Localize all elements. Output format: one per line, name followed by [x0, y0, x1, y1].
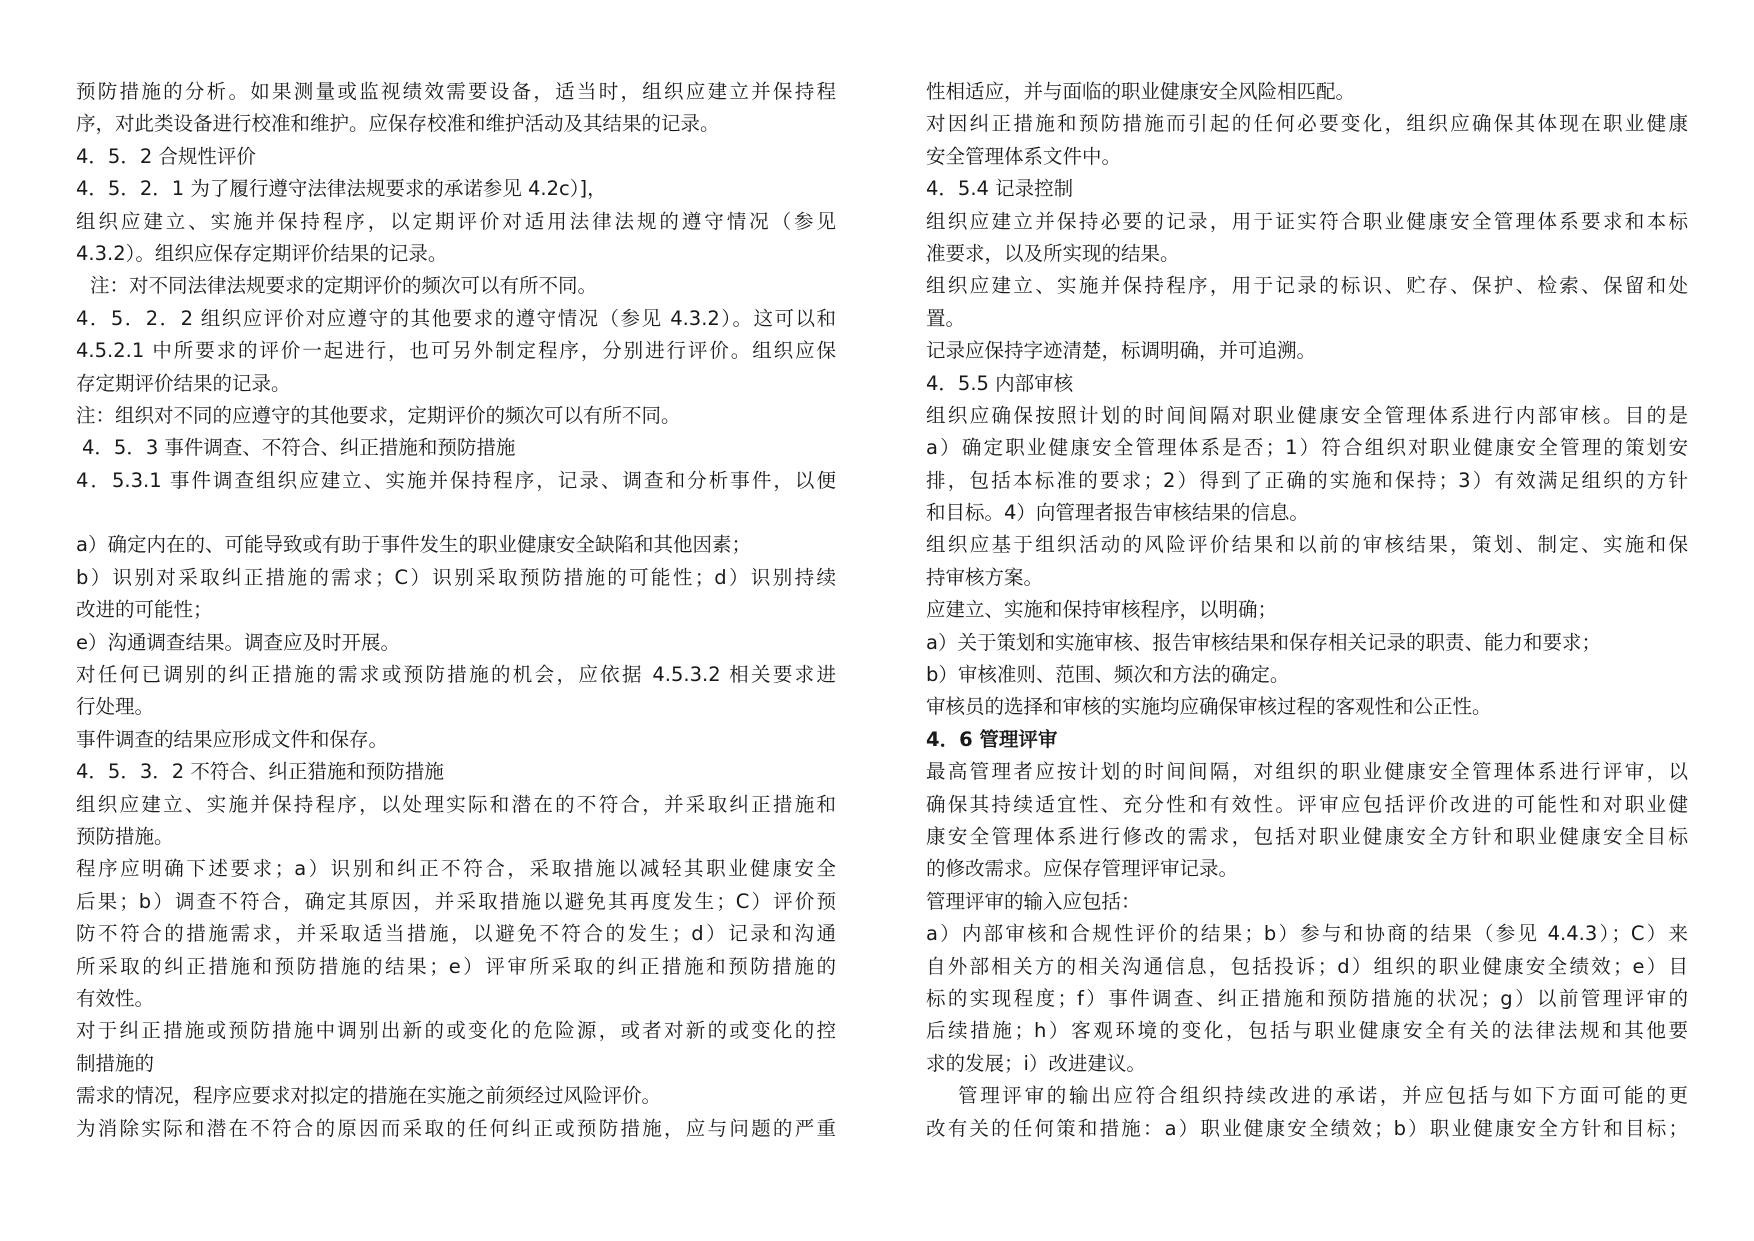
text-line: 确保其持续适宜性、充分性和有效性。评审应包括评价改进的可能性和对职业健 — [926, 792, 1688, 816]
text-line: 4．5.5 内部审核 — [926, 371, 1074, 395]
text-line: 改进的可能性； — [76, 598, 213, 622]
text-line: 对于纠正措施或预防措施中调别出新的或变化的危险源，或者对新的或变化的控 — [76, 1019, 836, 1043]
text-line: a）关于策划和实施审核、报告审核结果和保存相关记录的职责、能力和要求； — [926, 630, 1601, 654]
text-line: 的修改需求。应保存管理评审记录。 — [926, 857, 1239, 881]
text-line: 对因纠正措施和预防措施而引起的任何必要变化，组织应确保其体现在职业健康 — [926, 112, 1688, 136]
text-line: 组织应建立、实施并保持程序，以定期评价对适用法律法规的遵守情况（参见 — [76, 209, 836, 233]
text-line: 预防措施的分析。如果测量或监视绩效需要设备，适当时，组织应建立并保持程 — [76, 80, 836, 103]
text-line: 注：组织对不同的应遵守的其他要求，定期评价的频次可以有所不同。 — [76, 403, 681, 427]
text-line: 有效性。 — [76, 986, 155, 1010]
text-line: 事件调查的结果应形成文件和保存。 — [76, 727, 389, 751]
text-line: 注：对不同法律法规要求的定期评价的频次可以有所不同。 — [90, 274, 598, 298]
text-line: b）识别对采取纠正措施的需求；C）识别采取预防措施的可能性；d）识别持续 — [76, 565, 836, 589]
text-line: 为消除实际和潜在不符合的原因而采取的任何纠正或预防措施，应与问题的严重 — [76, 1116, 836, 1140]
text-line: 准要求，以及所实现的结果。 — [926, 241, 1180, 265]
text-line: 置。 — [926, 306, 966, 330]
text-line: 4．5．2 合规性评价 — [76, 144, 256, 168]
left-column — [76, 76, 836, 1145]
text-line: 需求的情况，程序应要求对拟定的措施在实施之前须经过风险评价。 — [76, 1084, 662, 1108]
text-line: 排，包括本标准的要求；2）得到了正确的实施和保持；3）有效满足组织的方针 — [926, 468, 1688, 492]
text-line: 康安全管理体系进行修改的需求，包括对职业健康安全方针和职业健康安全目标 — [926, 824, 1688, 848]
text-line: 组织应基于组织活动的风险评价结果和以前的审核结果，策划、制定、实施和保 — [926, 533, 1688, 557]
text-line: a）确定内在的、可能导致或有助于事件发生的职业健康安全缺陷和其他因素； — [76, 533, 751, 557]
text-line: b）审核准则、范围、频次和方法的确定。 — [926, 663, 1290, 687]
section-heading: 4．6 管理评审 — [926, 727, 1058, 751]
text-line: 记录应保持字迹清楚，标调明确，并可追溯。 — [926, 339, 1317, 363]
text-line: 序，对此类设备进行校准和维护。应保存校准和维护活动及其结果的记录。 — [76, 112, 720, 136]
text-line: 审核员的选择和审核的实施均应确保审核过程的客观性和公正性。 — [926, 695, 1492, 719]
text-line: 4．5．2．1 为了履行遵守法律法规要求的承诺参见 4.2c）]， — [76, 177, 607, 201]
right-column — [926, 76, 1688, 1145]
text-line: 预防措施。 — [76, 824, 174, 848]
text-line: 4．5．3．2 不符合、纠正猎施和预防措施 — [76, 760, 444, 784]
text-line: 标的实现程度；f）事件调查、纠正措施和预防措施的状况；g）以前管理评审的 — [926, 986, 1688, 1010]
text-line: 求的发展；i）改进建议。 — [926, 1051, 1146, 1075]
text-line: 应建立、实施和保持审核程序，以明确； — [926, 598, 1278, 622]
text-line: 4．5.3.1 事件调查组织应建立、实施并保持程序，记录、调查和分析事件，以便 — [76, 468, 836, 492]
text-line: 4.3.2）。组织应保存定期评价结果的记录。 — [76, 241, 448, 265]
text-line: 4.5.2.1 中所要求的评价一起进行，也可另外制定程序，分别进行评价。组织应保 — [76, 339, 836, 363]
text-line: 4．5．3 事件调查、不符合、纠正措施和预防措施 — [82, 436, 516, 460]
text-line — [76, 497, 836, 529]
text-line: 和目标。4）向管理者报告审核结果的信息。 — [926, 501, 1309, 525]
text-line: 管理评审的输出应符合组织持续改进的承诺，并应包括与如下方面可能的更 — [958, 1084, 1688, 1108]
text-line: e）沟通调查结果。调查应及时开展。 — [76, 630, 400, 654]
text-line: a）内部审核和合规性评价的结果；b）参与和协商的结果（参见 4.4.3）；C）来 — [926, 922, 1688, 946]
text-line: 程序应明确下述要求；a）识别和纠正不符合，采取措施以减轻其职业健康安全 — [76, 857, 836, 881]
text-line: 性相适应，并与面临的职业健康安全风险相匹配。 — [926, 80, 1356, 103]
text-line: 组织应建立、实施并保持程序，用于记录的标识、贮存、保护、检索、保留和处 — [926, 274, 1688, 298]
text-line: 所采取的纠正措施和预防措施的结果；e）评审所采取的纠正措施和预防措施的 — [76, 954, 836, 978]
text-line: 组织应建立并保持必要的记录，用于证实符合职业健康安全管理体系要求和本标 — [926, 209, 1688, 233]
text-line: a）确定职业健康安全管理体系是否；1）符合组织对职业健康安全管理的策划安 — [926, 436, 1688, 460]
text-line: 自外部相关方的相关沟通信息，包括投诉；d）组织的职业健康安全绩效；e）目 — [926, 954, 1688, 978]
text-line: 持审核方案。 — [926, 565, 1044, 589]
text-line: 行处理。 — [76, 695, 155, 719]
text-line: 存定期评价结果的记录。 — [76, 371, 291, 395]
text-line: 管理评审的输入应包括： — [926, 889, 1141, 913]
text-line: 4．5．2．2 组织应评价对应遵守的其他要求的遵守情况（参见 4.3.2）。这可以和 — [76, 306, 836, 330]
text-line: 对任何已调别的纠正措施的需求或预防措施的机会，应依据 4.5.3.2 相关要求进 — [76, 663, 836, 687]
text-line: 制措施的 — [76, 1051, 155, 1075]
text-line: 改有关的任何策和措施：a）职业健康安全绩效；b）职业健康安全方针和目标； — [926, 1116, 1688, 1140]
text-line: 安全管理体系文件中。 — [926, 144, 1122, 168]
text-line: 防不符合的措施需求，并采取适当措施，以避免不符合的发生；d）记录和沟通 — [76, 922, 836, 946]
text-line: 4．5.4 记录控制 — [926, 177, 1074, 201]
text-line: 后果；b）调查不符合，确定其原因，并采取措施以避免其再度发生；C）评价预 — [76, 889, 836, 913]
text-line: 后续措施；h）客观环境的变化，包括与职业健康安全有关的法律法规和其他要 — [926, 1019, 1688, 1043]
text-line: 最高管理者应按计划的时间间隔，对组织的职业健康安全管理体系进行评审，以 — [926, 760, 1688, 784]
text-line: 组织应确保按照计划的时间间隔对职业健康安全管理体系进行内部审核。目的是 — [926, 403, 1688, 427]
text-line: 组织应建立、实施并保持程序，以处理实际和潜在的不符合，并采取纠正措施和 — [76, 792, 836, 816]
